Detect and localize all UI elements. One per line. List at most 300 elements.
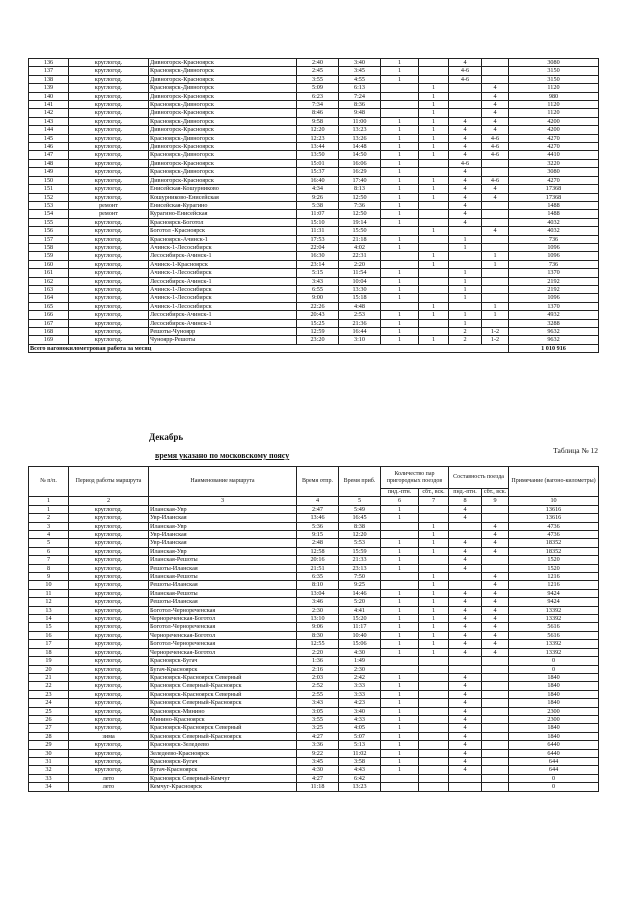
arrival-time: 13:26 — [339, 134, 381, 142]
composition-weekend: 4 — [482, 615, 509, 623]
pairs-weekday: 1 — [381, 134, 419, 142]
note-value: 1120 — [509, 109, 599, 117]
row-number: 13 — [29, 606, 69, 614]
note-value: 1488 — [509, 201, 599, 209]
arrival-time: 8:38 — [339, 522, 381, 530]
departure-time: 6:23 — [297, 92, 339, 100]
composition-weekend: 4 — [482, 227, 509, 235]
note-value: 1520 — [509, 564, 599, 572]
pairs-weekend: 1 — [419, 117, 449, 125]
route-name: Дивногорск-Красноярск — [149, 59, 297, 67]
departure-time: 11:07 — [297, 210, 339, 218]
arrival-time: 11:00 — [339, 117, 381, 125]
departure-time: 2:20 — [297, 648, 339, 656]
composition-weekend: 1-2 — [482, 328, 509, 336]
table-row — [29, 101, 599, 109]
departure-time: 3:55 — [297, 75, 339, 83]
table-row — [29, 235, 599, 243]
route-name: Чуноярр-Решоты — [149, 336, 297, 344]
pairs-weekend — [419, 665, 449, 673]
row-number: 158 — [29, 243, 69, 251]
row-number: 15 — [29, 623, 69, 631]
composition-weekend: 4 — [482, 84, 509, 92]
departure-time: 13:44 — [297, 143, 339, 151]
row-number: 155 — [29, 218, 69, 226]
pairs-weekend: 1 — [419, 623, 449, 631]
route-period: круглогод. — [69, 243, 149, 251]
pairs-weekday — [381, 531, 419, 539]
pairs-weekday — [381, 783, 419, 791]
row-number: 20 — [29, 665, 69, 673]
pairs-weekend — [419, 59, 449, 67]
arrival-time: 8:13 — [339, 185, 381, 193]
departure-time: 13:04 — [297, 589, 339, 597]
composition-weekday — [449, 581, 482, 589]
route-name: Ачинск-1-Красноярск — [149, 260, 297, 268]
row-number: 12 — [29, 598, 69, 606]
composition-weekday: 4 — [449, 648, 482, 656]
note-value: 1840 — [509, 682, 599, 690]
route-period: круглогод. — [69, 749, 149, 757]
route-name: Чернореченская-Боготол — [149, 615, 297, 623]
header-note: Примечание (вагоно-километры) — [509, 467, 599, 497]
arrival-time: 14:48 — [339, 143, 381, 151]
composition-weekend — [482, 699, 509, 707]
composition-weekday: 4 — [449, 117, 482, 125]
composition-weekday: 4 — [449, 732, 482, 740]
route-period: круглогод. — [69, 573, 149, 581]
table-row — [29, 732, 599, 740]
route-period: круглогод. — [69, 606, 149, 614]
composition-weekday: 4-6 — [449, 159, 482, 167]
route-name: Чернореченская-Боготол — [149, 648, 297, 656]
composition-weekday — [449, 227, 482, 235]
composition-weekend — [482, 757, 509, 765]
composition-weekday: 1 — [449, 285, 482, 293]
pairs-weekend — [419, 783, 449, 791]
route-period: круглогод. — [69, 581, 149, 589]
departure-time: 2:16 — [297, 665, 339, 673]
composition-weekday: 4-6 — [449, 67, 482, 75]
pairs-weekend — [419, 690, 449, 698]
arrival-time: 5:20 — [339, 598, 381, 606]
composition-weekday: 4 — [449, 185, 482, 193]
table-row — [29, 210, 599, 218]
composition-weekend: 4 — [482, 631, 509, 639]
arrival-time: 15:18 — [339, 294, 381, 302]
composition-weekday: 4 — [449, 749, 482, 757]
pairs-weekday: 1 — [381, 648, 419, 656]
pairs-weekday: 1 — [381, 547, 419, 555]
total-value: 1 010 916 — [509, 344, 599, 352]
departure-time: 22:04 — [297, 243, 339, 251]
note-value: 5616 — [509, 623, 599, 631]
route-period: круглогод. — [69, 715, 149, 723]
composition-weekday: 4 — [449, 143, 482, 151]
time-zone-note: время указано по московскому поясу — [155, 451, 290, 460]
row-number: 142 — [29, 109, 69, 117]
row-number: 10 — [29, 581, 69, 589]
route-period: круглогод. — [69, 564, 149, 572]
table-row — [29, 227, 599, 235]
route-period: круглогод. — [69, 75, 149, 83]
pairs-weekend — [419, 269, 449, 277]
pairs-weekday: 1 — [381, 690, 419, 698]
table-row — [29, 749, 599, 757]
departure-time: 5:36 — [297, 522, 339, 530]
pairs-weekday: 1 — [381, 336, 419, 344]
table-row — [29, 201, 599, 209]
route-period: круглогод. — [69, 117, 149, 125]
row-number: 146 — [29, 143, 69, 151]
table-row — [29, 682, 599, 690]
pairs-weekday: 1 — [381, 757, 419, 765]
arrival-time: 4:23 — [339, 699, 381, 707]
composition-weekday — [449, 302, 482, 310]
note-value: 2300 — [509, 715, 599, 723]
arrival-time: 2:30 — [339, 665, 381, 673]
row-number: 168 — [29, 328, 69, 336]
arrival-time: 15:50 — [339, 227, 381, 235]
route-name: Лесосибирск-Ачинск-1 — [149, 277, 297, 285]
composition-weekend — [482, 159, 509, 167]
composition-weekday: 1 — [449, 294, 482, 302]
pairs-weekend — [419, 294, 449, 302]
departure-time: 2:52 — [297, 682, 339, 690]
pairs-weekday: 1 — [381, 673, 419, 681]
pairs-weekday: 1 — [381, 59, 419, 67]
pairs-weekday: 1 — [381, 277, 419, 285]
composition-weekday: 4 — [449, 606, 482, 614]
route-name: Лесосибирск-Ачинск-1 — [149, 252, 297, 260]
composition-weekend — [482, 707, 509, 715]
route-period: круглогод. — [69, 522, 149, 530]
arrival-time: 2:20 — [339, 260, 381, 268]
departure-time: 3:45 — [297, 757, 339, 765]
arrival-time: 5:49 — [339, 505, 381, 513]
route-period: круглогод. — [69, 269, 149, 277]
arrival-time: 9:25 — [339, 581, 381, 589]
pairs-weekend — [419, 707, 449, 715]
note-value: 6440 — [509, 749, 599, 757]
arrival-time: 4:33 — [339, 715, 381, 723]
route-period: лето — [69, 783, 149, 791]
arrival-time: 14:46 — [339, 589, 381, 597]
route-name: Красноярск Северный-Красноярск — [149, 682, 297, 690]
note-value: 1840 — [509, 673, 599, 681]
composition-weekend: 4 — [482, 648, 509, 656]
composition-weekday — [449, 531, 482, 539]
route-period: круглогод. — [69, 218, 149, 226]
row-number: 32 — [29, 766, 69, 774]
row-number: 22 — [29, 682, 69, 690]
route-name: Решоты-Иланская — [149, 564, 297, 572]
arrival-time: 6:13 — [339, 84, 381, 92]
note-value: 4032 — [509, 227, 599, 235]
note-value: 13616 — [509, 514, 599, 522]
pairs-weekday — [381, 522, 419, 530]
header-dep: Время отпр. — [297, 467, 339, 497]
row-number: 17 — [29, 640, 69, 648]
route-name: Боготол -Красноярск — [149, 227, 297, 235]
row-number: 9 — [29, 573, 69, 581]
pairs-weekend: 1 — [419, 615, 449, 623]
arrival-time: 5:53 — [339, 539, 381, 547]
pairs-weekend — [419, 67, 449, 75]
pairs-weekend: 1 — [419, 311, 449, 319]
pairs-weekday: 1 — [381, 151, 419, 159]
composition-weekend: 4 — [482, 623, 509, 631]
column-number-row — [29, 497, 599, 505]
pairs-weekend — [419, 774, 449, 782]
pairs-weekday — [381, 657, 419, 665]
route-name: Увр-Иланская — [149, 531, 297, 539]
note-value: 3150 — [509, 67, 599, 75]
route-period: круглогод. — [69, 336, 149, 344]
departure-time: 23:14 — [297, 260, 339, 268]
pairs-weekday: 1 — [381, 143, 419, 151]
row-number: 159 — [29, 252, 69, 260]
route-period: круглогод. — [69, 319, 149, 327]
route-period: круглогод. — [69, 648, 149, 656]
table-row — [29, 631, 599, 639]
departure-time: 20:16 — [297, 556, 339, 564]
column-number: 3 — [149, 497, 297, 505]
table-row — [29, 514, 599, 522]
row-number: 152 — [29, 193, 69, 201]
route-period: круглогод. — [69, 328, 149, 336]
departure-time: 11:18 — [297, 783, 339, 791]
pairs-weekend: 1 — [419, 522, 449, 530]
departure-time: 13:10 — [297, 615, 339, 623]
table-row — [29, 294, 599, 302]
pairs-weekend — [419, 556, 449, 564]
route-name: Кемчуг-Красноярск — [149, 783, 297, 791]
table-row — [29, 176, 599, 184]
arrival-time: 21:18 — [339, 235, 381, 243]
row-number: 141 — [29, 101, 69, 109]
pairs-weekday: 1 — [381, 285, 419, 293]
route-name: Дивногорск-Красноярск — [149, 109, 297, 117]
arrival-time: 7:50 — [339, 573, 381, 581]
composition-weekend — [482, 657, 509, 665]
composition-weekday: 4 — [449, 631, 482, 639]
note-value: 2192 — [509, 285, 599, 293]
arrival-time: 6:42 — [339, 774, 381, 782]
departure-time: 16:30 — [297, 252, 339, 260]
composition-weekend: 4 — [482, 589, 509, 597]
pairs-weekday: 1 — [381, 75, 419, 83]
departure-time: 6:55 — [297, 285, 339, 293]
arrival-time: 22:31 — [339, 252, 381, 260]
composition-weekend: 4-6 — [482, 176, 509, 184]
route-name: Красноярск-Дивногорск — [149, 151, 297, 159]
arrival-time: 9:48 — [339, 109, 381, 117]
arrival-time: 3:40 — [339, 59, 381, 67]
composition-weekday: 4 — [449, 715, 482, 723]
composition-weekend — [482, 514, 509, 522]
composition-weekday: 2 — [449, 328, 482, 336]
route-period: круглогод. — [69, 260, 149, 268]
composition-weekend: 4 — [482, 581, 509, 589]
departure-time: 5:38 — [297, 201, 339, 209]
column-number: 5 — [339, 497, 381, 505]
column-number: 4 — [297, 497, 339, 505]
composition-weekday: 4 — [449, 682, 482, 690]
table-row — [29, 757, 599, 765]
route-period: круглогод. — [69, 159, 149, 167]
departure-time: 9:00 — [297, 294, 339, 302]
composition-weekend: 1 — [482, 260, 509, 268]
pairs-weekday: 1 — [381, 640, 419, 648]
route-name: Иланская-Увр — [149, 547, 297, 555]
composition-weekend — [482, 774, 509, 782]
table-row — [29, 707, 599, 715]
pairs-weekend: 1 — [419, 302, 449, 310]
route-name: Решоты-Иланская — [149, 598, 297, 606]
pairs-weekday: 1 — [381, 67, 419, 75]
table-number: Таблица № 12 — [553, 446, 598, 455]
composition-weekend — [482, 75, 509, 83]
table-row — [29, 741, 599, 749]
composition-weekday — [449, 252, 482, 260]
note-value: 3220 — [509, 159, 599, 167]
pairs-weekend — [419, 732, 449, 740]
composition-weekday: 1 — [449, 311, 482, 319]
composition-weekday: 2 — [449, 336, 482, 344]
departure-time: 23:20 — [297, 336, 339, 344]
pairs-weekend: 1 — [419, 185, 449, 193]
subheader-weekday: пнд.-птн. — [449, 489, 482, 497]
note-value: 0 — [509, 774, 599, 782]
arrival-time: 11:17 — [339, 623, 381, 631]
pairs-weekday — [381, 252, 419, 260]
note-value: 1216 — [509, 581, 599, 589]
subheader-weekend: сбт., вск. — [482, 489, 509, 497]
route-name: Красноярск-Бугач — [149, 757, 297, 765]
pairs-weekday: 1 — [381, 505, 419, 513]
pairs-weekend: 1 — [419, 581, 449, 589]
pairs-weekend: 1 — [419, 126, 449, 134]
pairs-weekend — [419, 757, 449, 765]
table-row — [29, 573, 599, 581]
note-value: 4200 — [509, 126, 599, 134]
composition-weekday: 4 — [449, 707, 482, 715]
route-period: круглогод. — [69, 531, 149, 539]
route-name: Ачинск-1-Лесосибирск — [149, 269, 297, 277]
pairs-weekday: 1 — [381, 715, 419, 723]
row-number: 164 — [29, 294, 69, 302]
total-row — [29, 344, 599, 352]
arrival-time: 3:10 — [339, 336, 381, 344]
row-number: 11 — [29, 589, 69, 597]
composition-weekday: 4 — [449, 556, 482, 564]
pairs-weekend — [419, 724, 449, 732]
pairs-weekday: 1 — [381, 598, 419, 606]
pairs-weekend: 1 — [419, 606, 449, 614]
departure-time: 9:58 — [297, 117, 339, 125]
route-name: Иланская-Решоты — [149, 556, 297, 564]
table-row — [29, 615, 599, 623]
composition-weekday: 4 — [449, 724, 482, 732]
departure-time: 3:25 — [297, 724, 339, 732]
composition-weekday — [449, 774, 482, 782]
route-period: круглогод. — [69, 235, 149, 243]
composition-weekend — [482, 724, 509, 732]
composition-weekend: 1-2 — [482, 336, 509, 344]
arrival-time: 13:23 — [339, 783, 381, 791]
departure-time: 12:20 — [297, 126, 339, 134]
route-name: Увр-Иланская — [149, 539, 297, 547]
route-period: круглогод. — [69, 556, 149, 564]
route-name: Красноярск-Ачинск-1 — [149, 235, 297, 243]
route-period: круглогод. — [69, 766, 149, 774]
row-number: 21 — [29, 673, 69, 681]
composition-weekday — [449, 665, 482, 673]
composition-weekend — [482, 319, 509, 327]
note-value: 4270 — [509, 176, 599, 184]
arrival-time: 2:53 — [339, 311, 381, 319]
header-composition: Составность поезда — [449, 467, 509, 489]
column-number: 6 — [381, 497, 419, 505]
note-value: 2192 — [509, 277, 599, 285]
departure-time: 15:25 — [297, 319, 339, 327]
composition-weekend: 4 — [482, 573, 509, 581]
route-period: круглогод. — [69, 598, 149, 606]
table-row — [29, 67, 599, 75]
note-value: 1216 — [509, 573, 599, 581]
note-value: 0 — [509, 657, 599, 665]
route-name: Бугач-Красноярск — [149, 766, 297, 774]
pairs-weekday — [381, 302, 419, 310]
route-name: Ачинск-1-Лесосибирск — [149, 243, 297, 251]
pairs-weekday: 1 — [381, 159, 419, 167]
pairs-weekend: 1 — [419, 547, 449, 555]
row-number: 162 — [29, 277, 69, 285]
route-name: Красноярск-Дивногорск — [149, 67, 297, 75]
row-number: 3 — [29, 522, 69, 530]
pairs-weekend — [419, 657, 449, 665]
composition-weekend — [482, 210, 509, 218]
route-period: круглогод. — [69, 539, 149, 547]
composition-weekend — [482, 59, 509, 67]
composition-weekday — [449, 109, 482, 117]
pairs-weekend — [419, 715, 449, 723]
route-name: Дивногорск-Красноярск — [149, 143, 297, 151]
composition-weekend: 4 — [482, 606, 509, 614]
note-value: 1096 — [509, 294, 599, 302]
route-period: круглогод. — [69, 673, 149, 681]
route-period: круглогод. — [69, 168, 149, 176]
departure-time: 9:06 — [297, 623, 339, 631]
table-row — [29, 505, 599, 513]
note-value: 1840 — [509, 724, 599, 732]
route-name: Иланская-Увр — [149, 522, 297, 530]
route-period: зима — [69, 732, 149, 740]
pairs-weekday: 1 — [381, 699, 419, 707]
composition-weekday: 4 — [449, 623, 482, 631]
arrival-time: 11:02 — [339, 749, 381, 757]
composition-weekend — [482, 235, 509, 243]
composition-weekday: 4 — [449, 564, 482, 572]
composition-weekday: 4 — [449, 151, 482, 159]
composition-weekend: 4 — [482, 117, 509, 125]
pairs-weekend: 1 — [419, 573, 449, 581]
note-value: 4736 — [509, 531, 599, 539]
route-name: Дивногорск-Красноярск — [149, 75, 297, 83]
route-name: Красноярск-Зеледеево — [149, 741, 297, 749]
table-row — [29, 783, 599, 791]
